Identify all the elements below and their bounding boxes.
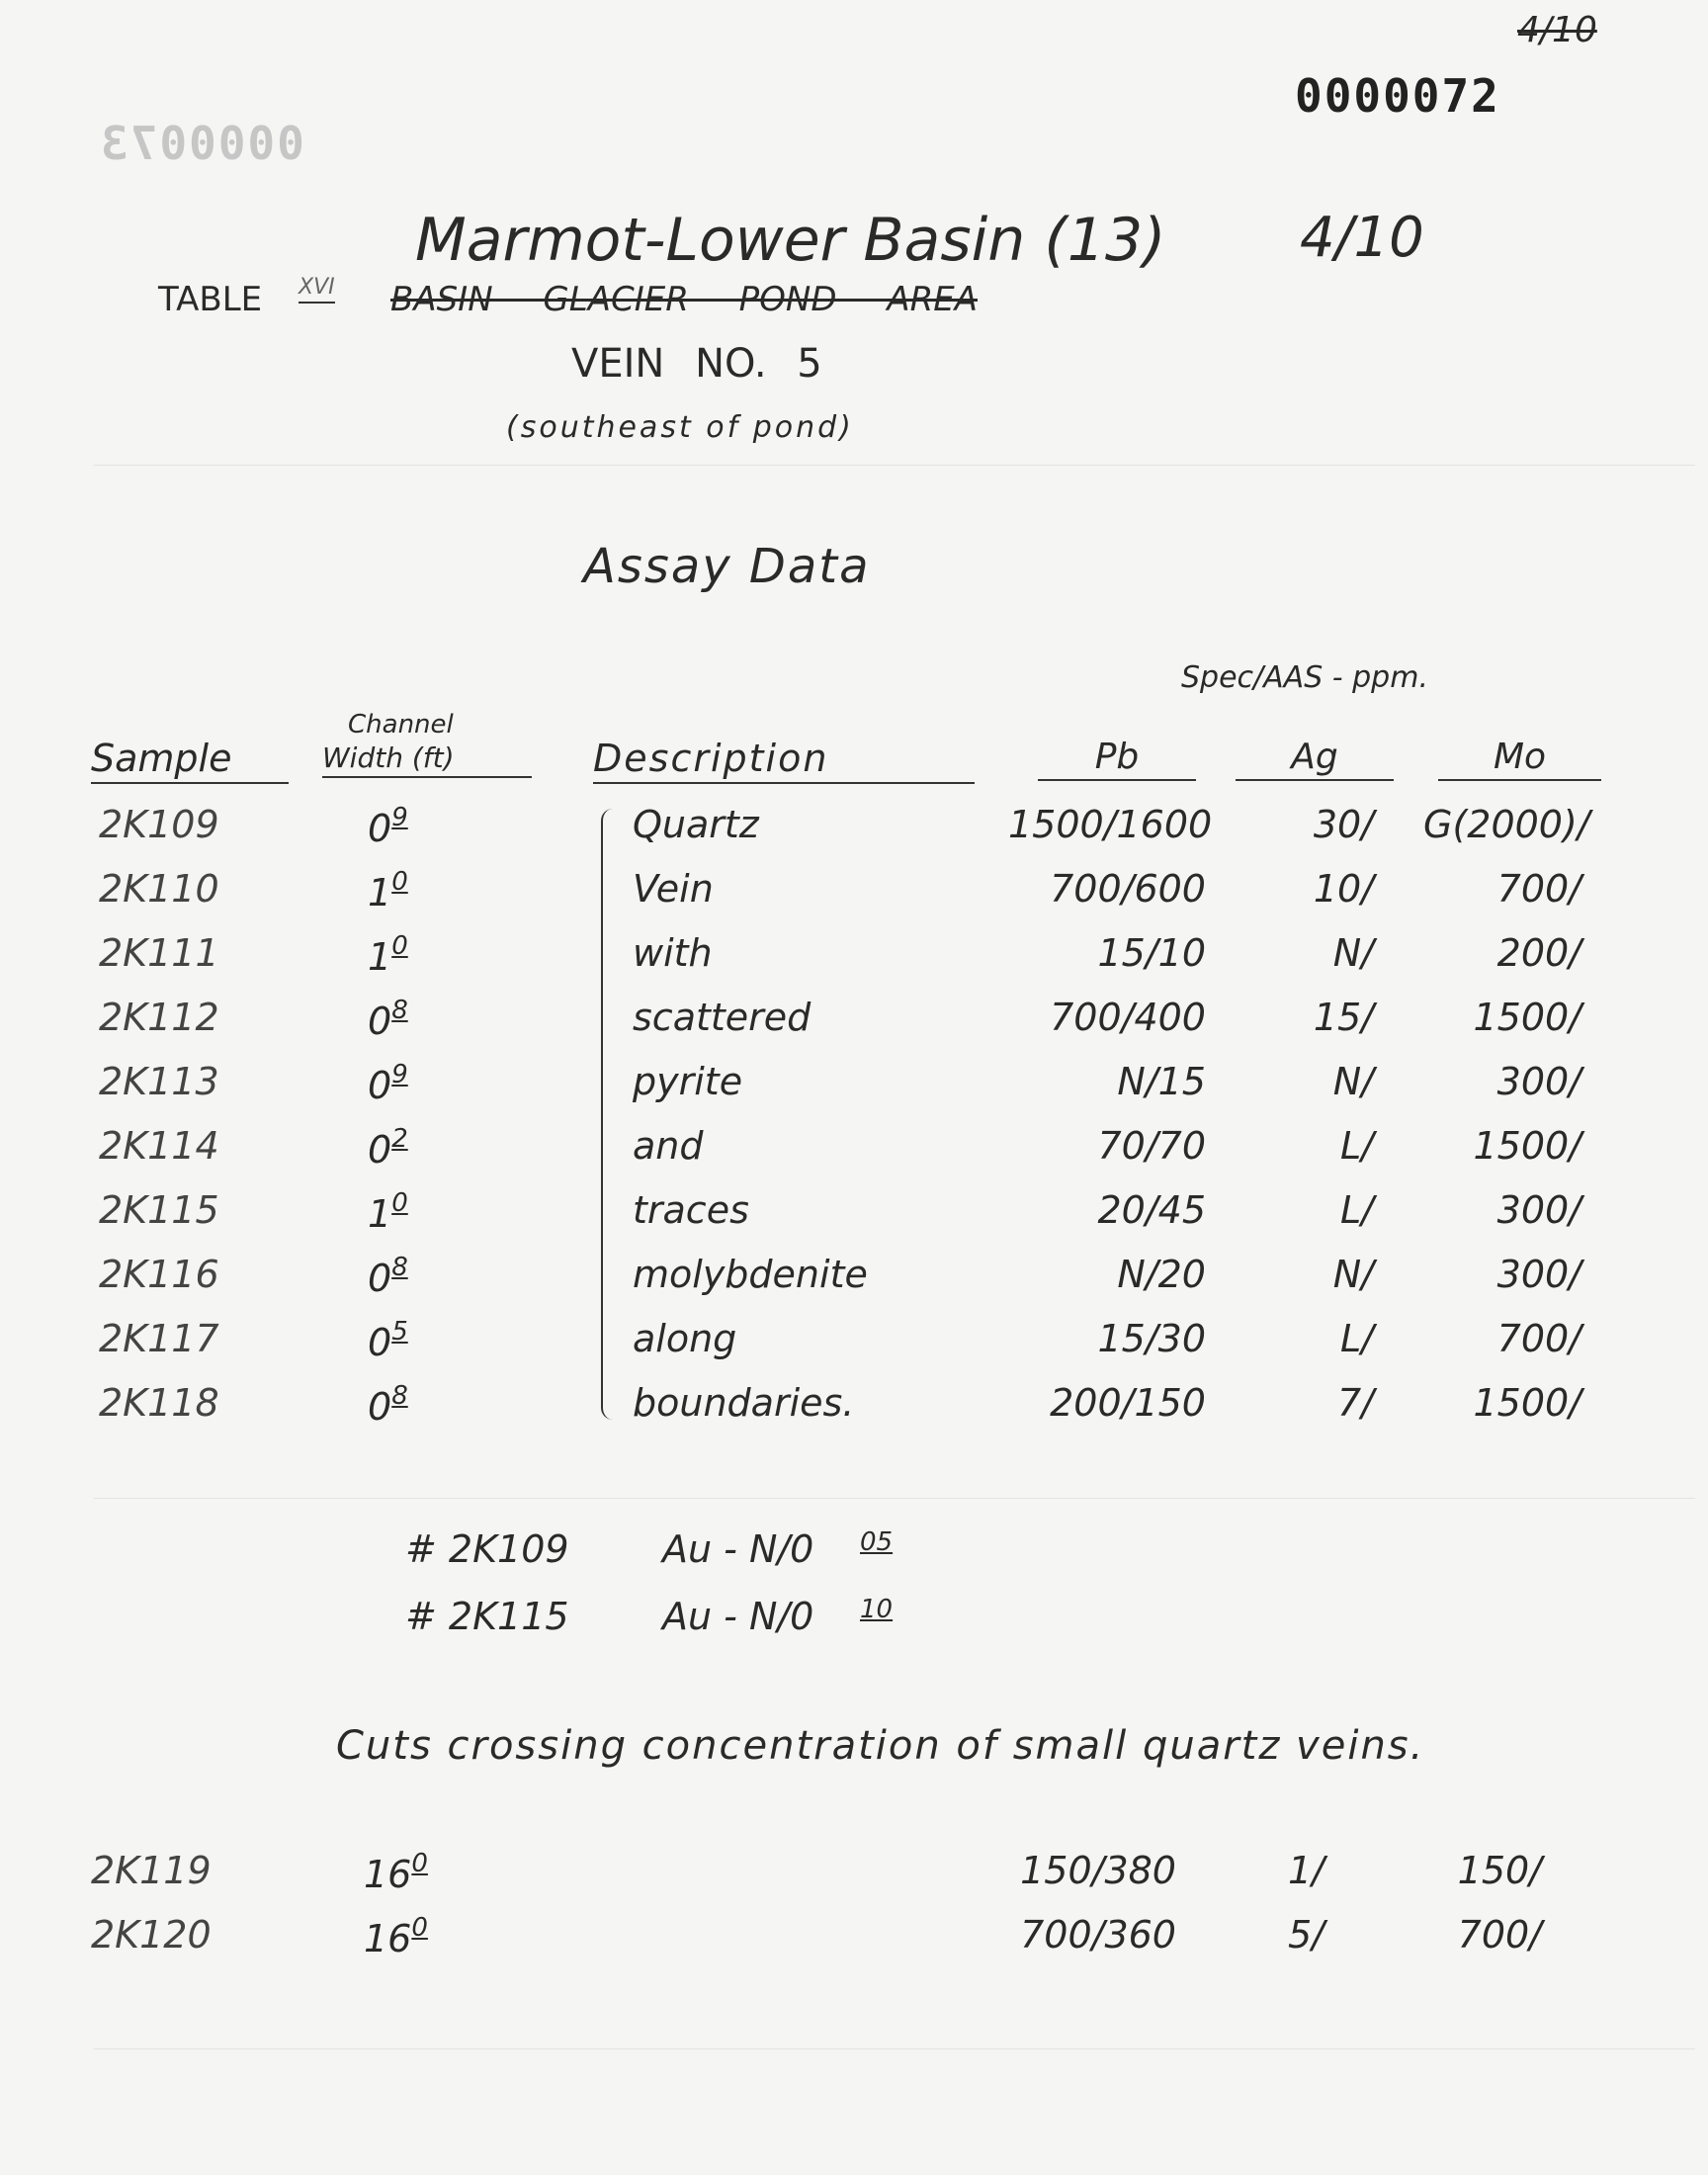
pb-value-cell: 200/150 bbox=[1050, 1381, 1206, 1425]
pb-value-cell: N/15 bbox=[1117, 1060, 1206, 1103]
width-decimal: 2 bbox=[391, 1124, 408, 1154]
vein-label: VEIN NO. 5 bbox=[571, 341, 822, 387]
width-integer: 0 bbox=[368, 1385, 392, 1429]
document-number: 0000072 bbox=[1295, 69, 1500, 123]
cuts-note: Cuts crossing concentration of small quartz veins. bbox=[336, 1723, 1425, 1769]
table-number: XVI bbox=[299, 275, 335, 304]
pb-value-cell: 70/70 bbox=[1097, 1124, 1206, 1168]
pb-value-cell: 150/380 bbox=[1020, 1849, 1176, 1892]
gold-note-value: Au - N/0 bbox=[662, 1595, 814, 1638]
ag-value-cell: L/ bbox=[1340, 1124, 1374, 1168]
sample-id-cell: 2K116 bbox=[99, 1253, 219, 1296]
channel-width-cell bbox=[368, 1317, 408, 1364]
sample-id-cell: 2K119 bbox=[91, 1849, 212, 1892]
description-cell: pyrite bbox=[633, 1060, 743, 1103]
mo-value-cell: 1500/ bbox=[1473, 996, 1581, 1039]
channel-width-cell bbox=[368, 867, 408, 914]
width-decimal: 9 bbox=[391, 1060, 408, 1089]
width-integer: 0 bbox=[368, 1000, 392, 1043]
col-header-width: Width (ft) bbox=[322, 741, 532, 778]
col-header-channel: Channel bbox=[348, 710, 454, 740]
sample-id-cell: 2K111 bbox=[99, 931, 219, 975]
title-page-ref: 4/10 bbox=[1300, 206, 1424, 270]
ruling-line bbox=[94, 2048, 1695, 2049]
pb-value-cell: 1500/1600 bbox=[1008, 803, 1213, 846]
channel-width-cell bbox=[368, 1124, 408, 1172]
ag-value-cell: 30/ bbox=[1313, 803, 1374, 846]
ag-value-cell: N/ bbox=[1332, 931, 1374, 975]
description-cell: along bbox=[633, 1317, 737, 1360]
vein-location: (southeast of pond) bbox=[506, 410, 854, 445]
mo-value-cell: 300/ bbox=[1496, 1060, 1581, 1103]
description-cell: and bbox=[633, 1124, 704, 1168]
pb-value-cell: 15/10 bbox=[1097, 931, 1206, 975]
channel-width-cell bbox=[364, 1849, 428, 1896]
ruling-line bbox=[94, 465, 1695, 466]
mo-value-cell: 700/ bbox=[1496, 867, 1581, 911]
width-decimal: 0 bbox=[411, 1913, 428, 1943]
table-label: TABLE bbox=[158, 280, 263, 319]
gold-note-sample: # 2K115 bbox=[405, 1595, 569, 1638]
width-decimal: 0 bbox=[411, 1849, 428, 1878]
width-decimal: 8 bbox=[391, 1253, 408, 1282]
gold-note-decimal: 10 bbox=[860, 1595, 894, 1624]
channel-width-cell bbox=[368, 1253, 408, 1300]
ag-value-cell: 5/ bbox=[1288, 1913, 1324, 1957]
width-decimal: 5 bbox=[391, 1317, 408, 1347]
ag-value-cell: N/ bbox=[1332, 1253, 1374, 1296]
pb-value-cell: 700/600 bbox=[1050, 867, 1206, 911]
description-cell: traces bbox=[633, 1188, 749, 1232]
gold-note-decimal-wrap bbox=[860, 1527, 893, 1575]
section-title: Assay Data bbox=[583, 539, 871, 594]
width-decimal: 0 bbox=[391, 867, 408, 897]
channel-width-cell bbox=[368, 996, 408, 1043]
channel-width-cell bbox=[368, 1381, 408, 1429]
width-integer: 1 bbox=[368, 871, 392, 914]
sample-id-cell: 2K118 bbox=[99, 1381, 219, 1425]
col-header-mo: Mo bbox=[1438, 737, 1601, 781]
gold-note-decimal: 05 bbox=[860, 1527, 894, 1557]
corner-page-number: 4/10 bbox=[1517, 10, 1597, 50]
mo-value-cell: 300/ bbox=[1496, 1188, 1581, 1232]
mo-value-cell: 150/ bbox=[1457, 1849, 1542, 1892]
width-integer: 0 bbox=[368, 807, 392, 850]
gold-note-value: Au - N/0 bbox=[662, 1527, 814, 1571]
sample-id-cell: 2K110 bbox=[99, 867, 219, 911]
ag-value-cell: L/ bbox=[1340, 1317, 1374, 1360]
pb-value-cell: 700/400 bbox=[1050, 996, 1206, 1039]
width-integer: 0 bbox=[368, 1257, 392, 1300]
description-cell: boundaries. bbox=[633, 1381, 855, 1425]
ag-value-cell: 15/ bbox=[1313, 996, 1374, 1039]
width-integer: 16 bbox=[364, 1853, 412, 1896]
sample-id-cell: 2K112 bbox=[99, 996, 219, 1039]
description-cell: molybdenite bbox=[633, 1253, 868, 1296]
col-header-pb: Pb bbox=[1038, 737, 1196, 781]
mirrored-bleed-through-number: 0000073 bbox=[99, 117, 304, 170]
description-cell: with bbox=[633, 931, 713, 975]
sample-id-cell: 2K114 bbox=[99, 1124, 219, 1168]
channel-width-cell bbox=[368, 803, 408, 850]
method-note: Spec/AAS - ppm. bbox=[1181, 660, 1428, 695]
width-integer: 0 bbox=[368, 1064, 392, 1107]
col-header-description: Description bbox=[593, 737, 975, 784]
width-integer: 16 bbox=[364, 1917, 412, 1960]
mo-value-cell: 1500/ bbox=[1473, 1124, 1581, 1168]
description-cell: Vein bbox=[633, 867, 714, 911]
width-decimal: 8 bbox=[391, 1381, 408, 1411]
width-decimal: 0 bbox=[391, 1188, 408, 1218]
mo-value-cell: 1500/ bbox=[1473, 1381, 1581, 1425]
channel-width-cell bbox=[368, 1188, 408, 1236]
width-integer: 0 bbox=[368, 1321, 392, 1364]
width-decimal: 9 bbox=[391, 803, 408, 832]
mo-value-cell: 700/ bbox=[1457, 1913, 1542, 1957]
struck-area-label: BASIN GLACIER POND AREA bbox=[390, 280, 978, 319]
pb-value-cell: 20/45 bbox=[1097, 1188, 1206, 1232]
gold-note-decimal-wrap bbox=[860, 1595, 893, 1642]
mo-value-cell: 200/ bbox=[1496, 931, 1581, 975]
pb-value-cell: 700/360 bbox=[1020, 1913, 1176, 1957]
sample-id-cell: 2K109 bbox=[99, 803, 219, 846]
width-decimal: 0 bbox=[391, 931, 408, 961]
sample-id-cell: 2K113 bbox=[99, 1060, 219, 1103]
sample-id-cell: 2K115 bbox=[99, 1188, 219, 1232]
page-title: Marmot-Lower Basin (13) bbox=[415, 206, 1166, 275]
width-decimal: 8 bbox=[391, 996, 408, 1025]
col-header-sample: Sample bbox=[91, 737, 289, 784]
width-integer: 1 bbox=[368, 935, 392, 979]
ag-value-cell: 7/ bbox=[1337, 1381, 1374, 1425]
ag-value-cell: 1/ bbox=[1288, 1849, 1324, 1892]
col-header-ag: Ag bbox=[1236, 737, 1394, 781]
width-integer: 0 bbox=[368, 1128, 392, 1172]
ruling-line bbox=[94, 1498, 1695, 1499]
width-integer: 1 bbox=[368, 1192, 392, 1236]
ag-value-cell: 10/ bbox=[1313, 867, 1374, 911]
sample-id-cell: 2K117 bbox=[99, 1317, 219, 1360]
mo-value-cell: 300/ bbox=[1496, 1253, 1581, 1296]
gold-note-sample: # 2K109 bbox=[405, 1527, 569, 1571]
description-cell: scattered bbox=[633, 996, 811, 1039]
sample-id-cell: 2K120 bbox=[91, 1913, 212, 1957]
channel-width-cell bbox=[368, 1060, 408, 1107]
mo-value-cell: G(2000)/ bbox=[1423, 803, 1590, 846]
ag-value-cell: L/ bbox=[1340, 1188, 1374, 1232]
channel-width-cell bbox=[364, 1913, 428, 1960]
pb-value-cell: 15/30 bbox=[1097, 1317, 1206, 1360]
mo-value-cell: 700/ bbox=[1496, 1317, 1581, 1360]
pb-value-cell: N/20 bbox=[1117, 1253, 1206, 1296]
description-cell: Quartz bbox=[633, 803, 759, 846]
channel-width-cell bbox=[368, 931, 408, 979]
ag-value-cell: N/ bbox=[1332, 1060, 1374, 1103]
description-brace bbox=[601, 809, 619, 1420]
